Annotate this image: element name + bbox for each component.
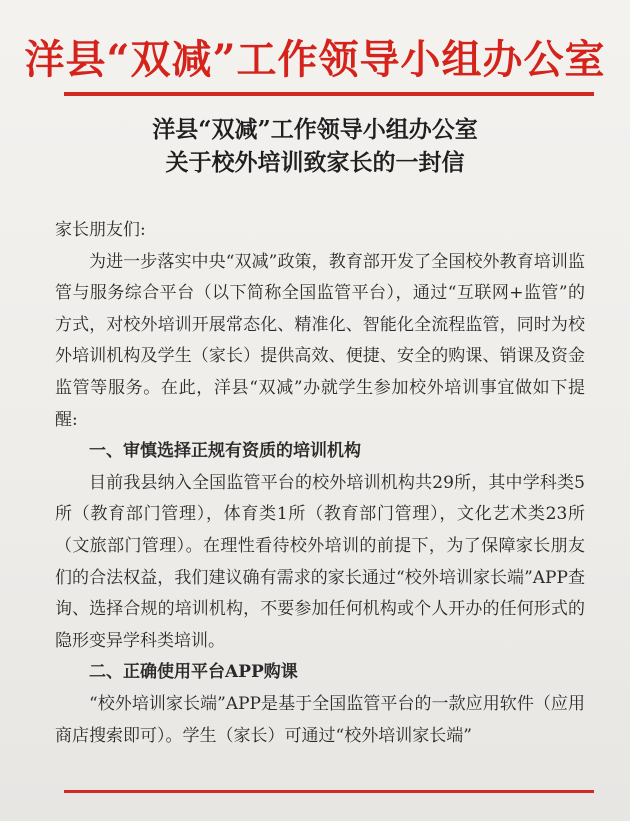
- footer-red-rule: [64, 790, 594, 793]
- section-heading-1: 一、审慎选择正规有资质的培训机构: [89, 441, 361, 462]
- paragraph-intro: 为进一步落实中央“双减”政策，教育部开发了全国校外教育培训监管与服务综合平台（以下简称全国监管平台），通过“互联网+监管”的方式，对校外培训开展常态化、精准化、智能化全流程监管，同时为校外培训机构及学生（家长）提供高效、便捷、安全的购课、销课及资金监管等服务。在此，洋县“双减”办就学生参加校外培训事宜做如下提醒:: [55, 251, 585, 430]
- letter-body: [55, 215, 585, 752]
- letterhead-title: 洋县“双减”工作领导小组办公室: [24, 36, 606, 83]
- title-line-2: 关于校外培训致家长的一封信: [165, 149, 465, 176]
- greeting: 家长朋友们:: [55, 220, 146, 240]
- title-line-1: 洋县“双减”工作领导小组办公室: [152, 116, 478, 143]
- paragraph-section-1: 目前我县纳入全国监管平台的校外培训机构共29所，其中学科类5所（教育部门管理），体育类1所（教育部门管理），文化艺术类23所（文旅部门管理）。在理性看待校外培训的前提下，为了保障家长朋友们的合法权益，我们建议确有需求的家长通过“校外培训家长端”APP查询、选择合规的培训机构，不要参加任何机构或个人开办的任何形式的隐形变异学科类培训。: [55, 472, 585, 651]
- section-heading-2: 二、正确使用平台APP购课: [89, 662, 298, 683]
- letterhead-red-rule: [64, 92, 594, 96]
- paragraph-section-2: “校外培训家长端”APP是基于全国监管平台的一款应用软件（应用商店搜索即可）。学生（家长）可通过“校外培训家长端”: [55, 693, 585, 746]
- document-title: [0, 113, 630, 179]
